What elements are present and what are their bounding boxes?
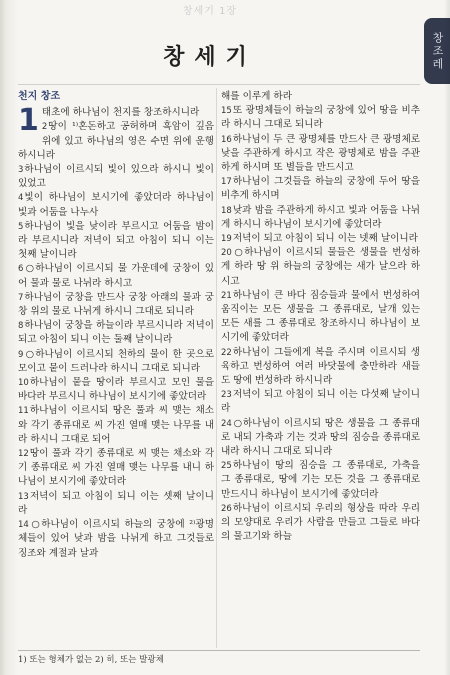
verse xyxy=(221,246,420,289)
verse-number: 8 xyxy=(18,321,24,332)
verse-text: ○하나님이 이르시되 물 가운데에 궁창이 있어 물과 물로 나뉘라 하시고 xyxy=(18,263,214,289)
verse-text: 하나님이 뭍을 땅이라 부르시고 모인 물을 바다라 부르시니 하나님이 보시기에 좋았더라 xyxy=(18,377,214,403)
verse-text: 하나님이 큰 바다 짐승들과 물에서 번성하여 움직이는 모든 생물을 그 종류대로, 날개 있는 모든 새를 그 종류대로 창조하시니 하나님이 보시기에 좋았더라 xyxy=(221,289,420,344)
verse xyxy=(221,417,420,460)
verse-number: 26 xyxy=(221,503,232,514)
verse xyxy=(221,90,420,104)
verse xyxy=(221,232,420,246)
verse xyxy=(18,518,214,561)
verse-text: ○하나님이 이르시되 땅은 생물을 그 종류대로 내되 가축과 기는 것과 땅의 짐승을 종류대로 내라 하시니 그대로 되니라 xyxy=(221,417,420,458)
verse-number: 14 xyxy=(18,520,29,531)
verse-text: 해를 이루게 하라 xyxy=(221,91,292,102)
verse xyxy=(18,490,214,518)
verse-number: 24 xyxy=(221,418,232,429)
page-edge-shadow xyxy=(444,0,450,675)
verse xyxy=(18,376,214,404)
header-divider xyxy=(18,84,420,85)
verse-text: ○하나님이 이르시되 물들은 생물을 번성하게 하라 땅 위 하늘의 궁창에는 새가 날으라 하시고 xyxy=(221,247,420,287)
verse-number: 6 xyxy=(18,264,24,275)
verse xyxy=(18,319,214,347)
verse-number: 17 xyxy=(221,177,232,188)
verse-text: 낮과 밤을 주관하게 하시고 빛과 어둠을 나뉘게 하시니 하나님이 보시기에 좋았더라 xyxy=(221,204,420,230)
verse xyxy=(18,103,214,139)
verse-number: 5 xyxy=(18,221,24,232)
verse-text: 땅이 ¹⁾혼돈하고 공허하며 흑암이 깊음 위에 있고 하나님의 영은 수면 위에 운행하시니라 xyxy=(18,121,214,161)
verse xyxy=(18,120,214,163)
verse xyxy=(221,204,420,232)
verse-number: 11 xyxy=(18,406,29,417)
verse xyxy=(18,291,214,319)
verse-number: 22 xyxy=(221,347,232,358)
verse-text: 빛이 하나님이 보시기에 좋았더라 하나님이 빛과 어둠을 나누사 xyxy=(18,192,214,218)
verse-number: 23 xyxy=(221,390,232,401)
verse xyxy=(18,220,214,263)
verse xyxy=(18,262,214,290)
verse-number: 16 xyxy=(221,134,232,145)
verse xyxy=(221,133,420,176)
verse-text: 저녁이 되고 아침이 되니 이는 넷째 날이니라 xyxy=(232,233,418,245)
verse-text: 하나님이 그것들을 하늘의 궁창에 두어 땅을 비추게 하시며 xyxy=(221,176,420,202)
chapter-number: 1 xyxy=(18,103,39,139)
verse xyxy=(221,388,420,416)
verse-number: 18 xyxy=(221,205,232,216)
left-column xyxy=(18,90,214,561)
verse-number: 2 xyxy=(41,122,48,133)
verse-text: 하나님이 이르시되 우리의 형상을 따라 우리의 모양대로 우리가 사람을 만들고 그들로 바다의 물고기와 하늘 xyxy=(221,502,420,543)
verse-number: 25 xyxy=(221,461,232,472)
verse-text: ○하나님이 이르시되 하늘의 궁창에 ²⁾광명체들이 있어 낮과 밤을 나뉘게 하고 그것들로 징조와 계절과 날과 xyxy=(18,519,214,559)
verse-number: 7 xyxy=(18,292,24,303)
verse-text: 저녁이 되고 아침이 되니 이는 다섯째 날이니라 xyxy=(221,389,420,415)
thumb-index-tab[interactable]: 창조레 xyxy=(424,18,450,84)
verse-number: 20 xyxy=(221,248,232,259)
verse-text: 하나님이 두 큰 광명체를 만드사 큰 광명체로 낮을 주관하게 하시고 작은 광명체로 밤을 주관하게 하시며 또 별들을 만드시고 xyxy=(221,133,420,174)
verse-text: ○하나님이 이르시되 천하의 물이 한 곳으로 모이고 뭍이 드러나라 하시니 그대로 되니라 xyxy=(18,348,214,374)
bleed-through-text: 창세기 1장 xyxy=(182,6,238,17)
left-verse-list xyxy=(18,103,214,561)
verse-text: 저녁이 되고 아침이 되니 이는 셋째 날이니라 xyxy=(18,490,214,516)
verse-text: 태초에 하나님이 천지를 창조하시니라 xyxy=(41,107,200,119)
verse xyxy=(18,348,214,376)
page-header xyxy=(0,40,420,71)
verse xyxy=(18,404,214,447)
verse-text: 하나님이 그들에게 복을 주시며 이르시되 생육하고 번성하여 여러 바닷물에 충만하라 새들도 땅에 번성하라 하시니라 xyxy=(221,346,420,387)
verse xyxy=(221,459,420,502)
book-title: 창세기 xyxy=(163,44,257,70)
verse-number: 3 xyxy=(18,165,24,176)
verse-number: 13 xyxy=(18,491,29,502)
verse xyxy=(221,104,420,132)
verse-text: 하나님이 빛을 낮이라 부르시고 어둠을 밤이라 부르시니라 저녁이 되고 아침이 되니 이는 첫째 날이니라 xyxy=(18,220,214,261)
verse xyxy=(18,163,214,191)
verse-text: 하나님이 이르시되 빛이 있으라 하시니 빛이 있었고 xyxy=(18,164,214,190)
verse-number: 9 xyxy=(18,349,24,360)
verse-text: 땅이 풀과 각기 종류대로 씨 맺는 채소와 각기 종류대로 씨 가진 열매 맺는 나무를 내니 하나님이 보시기에 좋았더라 xyxy=(18,448,214,488)
verse-text: 하나님이 땅의 짐승을 그 종류대로, 가축을 그 종류대로, 땅에 기는 모든 것을 그 종류대로 만드시니 하나님이 보시기에 좋았더라 xyxy=(221,460,420,500)
verse-number: 12 xyxy=(18,449,29,460)
verse-number: 21 xyxy=(221,290,232,301)
verse xyxy=(18,191,214,219)
verse-number: 10 xyxy=(18,378,29,389)
verse xyxy=(18,447,214,490)
verse xyxy=(221,289,420,346)
verse xyxy=(221,346,420,389)
verse-number: 15 xyxy=(221,106,232,117)
verse xyxy=(221,502,420,545)
verse-text: 또 광명체들이 하늘의 궁창에 있어 땅을 비추라 하시니 그대로 되니라 xyxy=(221,105,420,131)
section-heading: 천지 창조 xyxy=(18,91,61,102)
right-verse-list xyxy=(221,90,420,545)
verse-number: 19 xyxy=(221,234,232,245)
verse-number: 4 xyxy=(18,193,24,204)
footnote: 1) 또는 형체가 없는 2) 히, 또는 발광체 xyxy=(18,650,420,665)
verse-text: 하나님이 이르시되 땅은 풀과 씨 맺는 채소와 각기 종류대로 씨 가진 열매 맺는 나무를 내라 하시니 그대로 되어 xyxy=(18,405,214,445)
verse-text: 하나님이 궁창을 하늘이라 부르시니라 저녁이 되고 아침이 되니 이는 둘째 날이니라 xyxy=(18,320,214,346)
right-column xyxy=(221,90,420,545)
column-rule xyxy=(216,88,217,648)
verse-text: 하나님이 궁창을 만드사 궁창 아래의 물과 궁창 위의 물로 나뉘게 하시니 그대로 되니라 xyxy=(18,291,214,318)
verse xyxy=(221,175,420,203)
